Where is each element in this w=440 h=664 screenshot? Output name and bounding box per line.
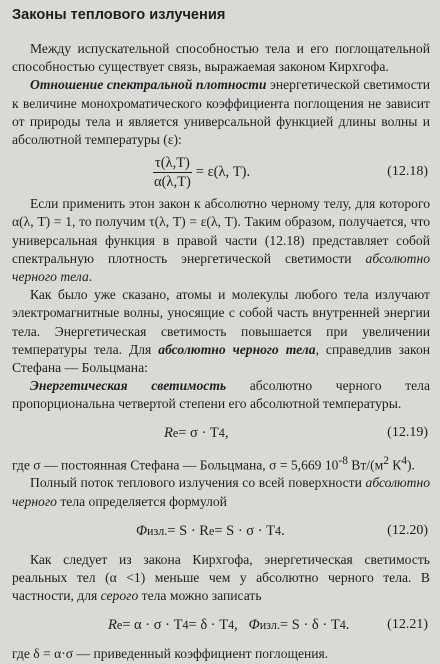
paragraph-real-bodies: Как следует из закона Кирхгофа, энергетическая светимость реальных тел (α <1) меньше чем у абсолютно черного тела. В частности, для серого тела можно записать [12,551,430,604]
fraction-numerator: τ(λ,T) [154,154,190,171]
equation-number: (12.21) [387,617,428,633]
section-heading: Законы теплового излучения [12,7,226,23]
equation-12-21: R e = α · σ · T 4 = δ · T 4 , Φ изл. = S · δ · T 4 . (12.21) [12,607,430,643]
equation-12-18 [12,151,430,193]
paragraph-kirchhoff-intro: Между испускательной способностью тела и его поглощательной способностью существует связь, выражаемая законом Кирхгофа. [12,41,430,75]
paragraph-black-body: Если применить этон закон к абсолютно черному телу, для которого α(λ, T) = 1, то получим τ(λ, T) = ε(λ, T). Таким образом, получается, что универсальная функция в правой части (12.18) представляет собой спектральную плотность энергетической светимости абсолютно черного тела. [12,196,430,285]
equation-12-19: R e = σ · T 4 , (12.19) [12,416,430,450]
emphasis-black: абсолютно черного [12,475,430,509]
paragraph-stefan-intro: Как было уже сказано, атомы и молекулы любого тела излучают электромагнитные волны, уносящие с собой часть внутренней энергии тела. Энергетическая светимость повышается при увеличении температуры тела. Для абсолютно черного тела, справедлив закон Стефана — Больцмана: [12,287,431,376]
paragraph-kirchhoff-law: Отношение спектральной плотности энергетической светимости к величине монохроматического коэффициента поглощения не зависит от природы тела и является универсальной функцией длины волны и абсолютной температуры (ε): [12,77,431,148]
emphasis-black-body: абсолютно черного тела [158,341,316,357]
emphasis-black-body: абсолютно черного тела [12,250,430,285]
paragraph-stefan-constant: где σ — постоянная Стефана — Больцмана, σ = 5,669 $10^{-8}$ $Вт/(м^2$ $К^4$). [12,454,415,473]
emphasis-luminosity-term: Энергетическая светимость [30,378,227,394]
paragraph-reduced-coefficient: где δ = α·σ — приведенный коэффициент поглощения. [12,646,329,662]
emphasis-ratio-term: Отношение спектральной плотности [30,77,267,93]
equation-number: (12.20) [387,522,428,538]
equation-number: (12.18) [387,164,428,180]
emphasis-grey: серого [100,588,139,604]
fraction-denominator: α(λ,T) [154,173,191,190]
equation-12-20: Φ изл. = S · R e = S · σ · T 4 . (12.20) [12,513,430,549]
fraction [152,155,193,190]
paragraph-total-flux: Полный поток теплового излучения со всей поверхности абсолютно черного тела определяется формулой [12,475,430,509]
paragraph-luminosity: Энергетическая светимость абсолютно черного тела пропорциональна четвертой степени его абсолютной температуры. [12,378,430,412]
equation-rhs: = ε(λ, T). [195,164,251,181]
equation-number: (12.19) [387,424,428,440]
